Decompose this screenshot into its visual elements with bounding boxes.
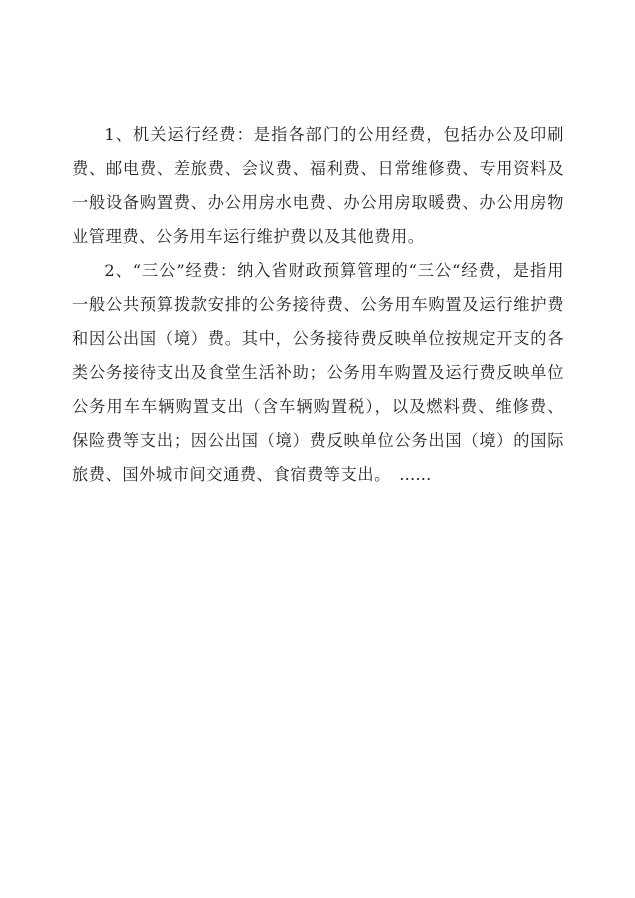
ellipsis: ……	[399, 465, 432, 484]
paragraph-three-public-expenses	[72, 254, 564, 492]
document-body	[72, 118, 564, 492]
paragraph-text: 1、机关运行经费：是指各部门的公用经费，包括办公及印刷费、邮电费、差旅费、会议费、福利费、日常维修费、专用资料及一般设备购置费、办公用房水电费、办公用房取暖费、办公用房物业管理费、公务用车运行维护费以及其他费用。	[72, 125, 564, 246]
paragraph-text: 2、“三公”经费：纳入省财政预算管理的“三公“经费，是指用一般公共预算拨款安排的公务接待费、公务用车购置及运行维护费和因公出国（境）费。其中，公务接待费反映单位按规定开支的各类公务接待支出及食堂生活补助；公务用车购置及运行费反映单位公务用车车辆购置支出（含车辆购置税），以及燃料费、维修费、保险费等支出；因公出国（境）费反映单位公务出国（境）的国际旅费、国外城市间交通费、食宿费等支出。	[72, 261, 564, 484]
paragraph-operating-expenses	[72, 118, 564, 254]
